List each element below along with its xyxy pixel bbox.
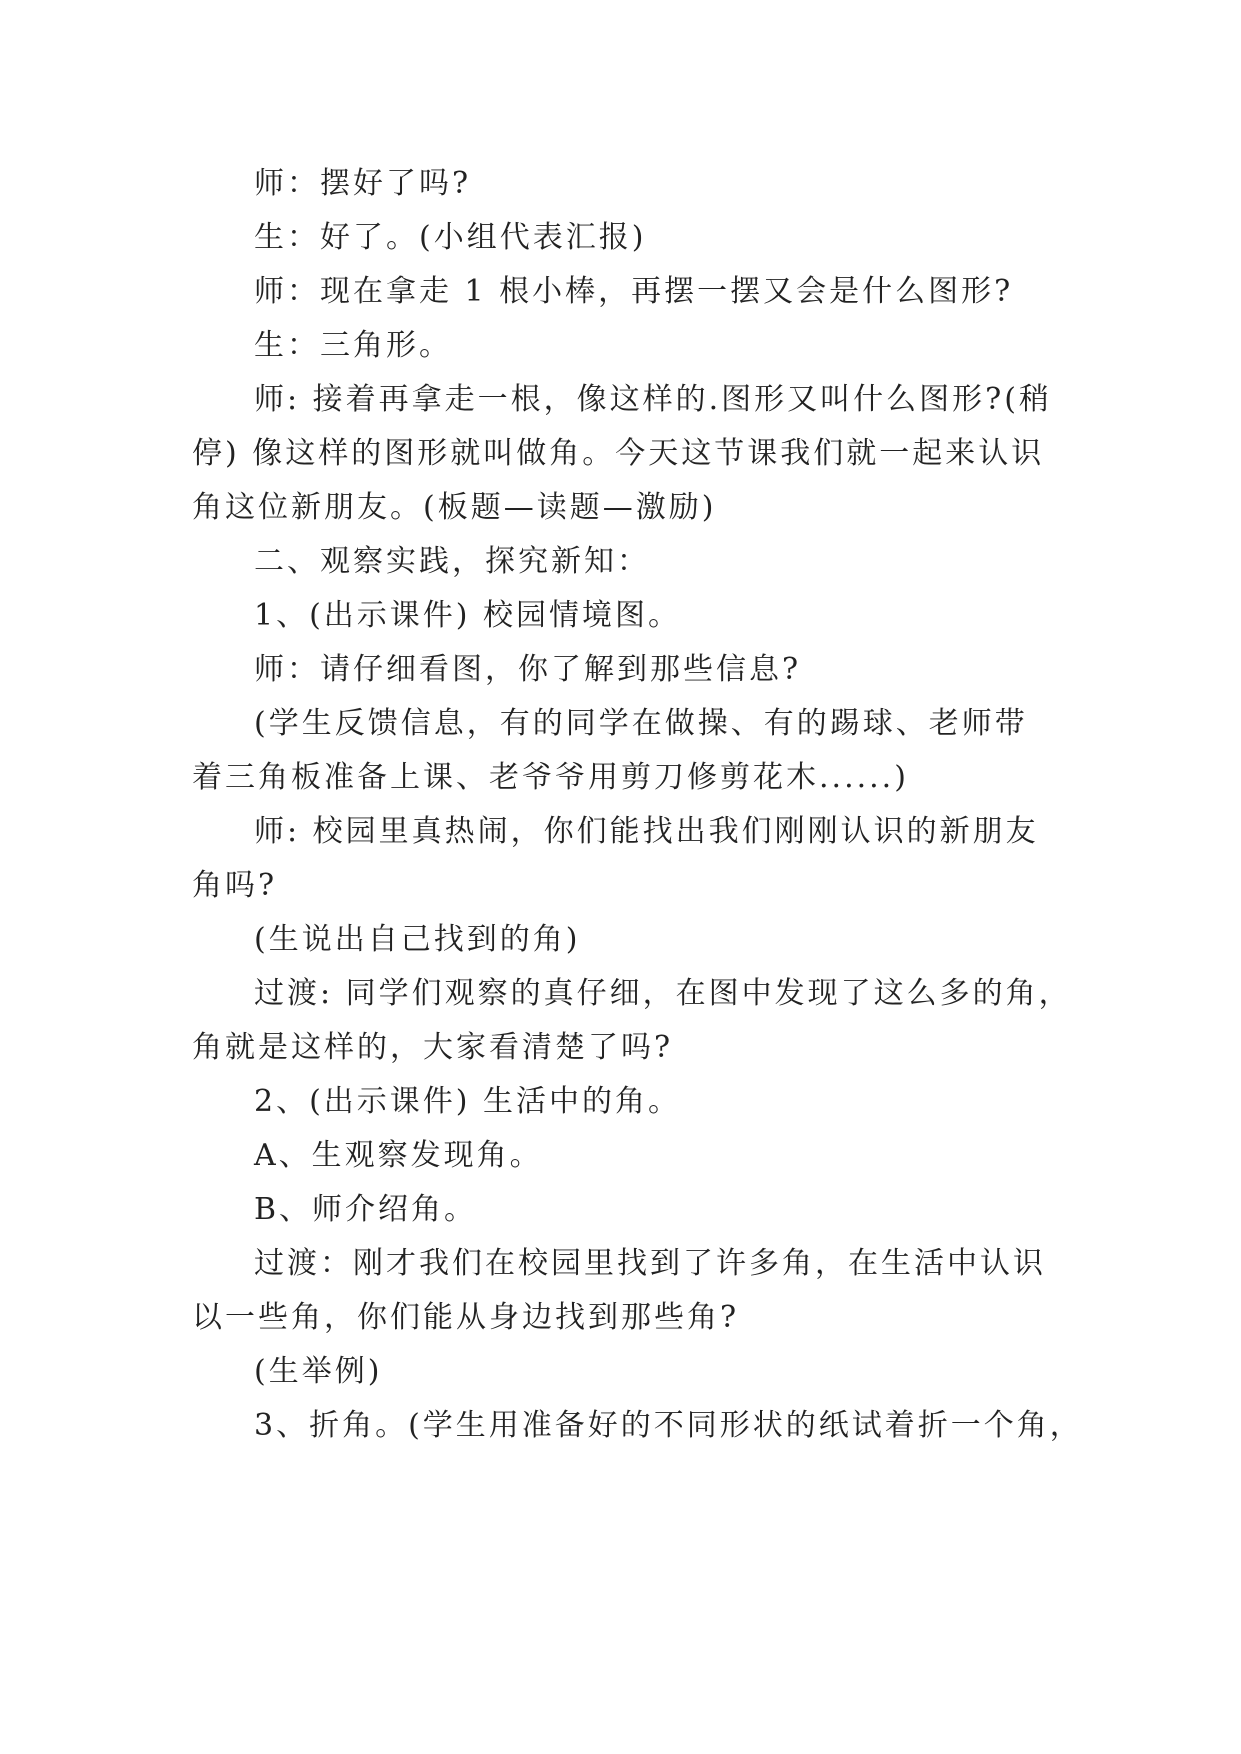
paragraph-line: (生说出自己找到的角) bbox=[254, 922, 581, 957]
paragraph-line: 角这位新朋友。(板题—读题—激励) bbox=[192, 490, 717, 525]
paragraph-line: 师: 接着再拿走一根，像这样的.图形又叫什么图形?(稍 bbox=[254, 382, 1052, 417]
paragraph-line: 角吗? bbox=[192, 868, 278, 903]
paragraph-line: 师：请仔细看图，你了解到那些信息? bbox=[254, 652, 802, 687]
paragraph-line: 停) 像这样的图形就叫做角。今天这节课我们就一起来认识 bbox=[192, 436, 1045, 471]
paragraph-line: 3、折角。(学生用准备好的不同形状的纸试着折一个角， bbox=[254, 1408, 1083, 1443]
paragraph-line: (生举例) bbox=[254, 1354, 383, 1389]
paragraph-line: 过渡：刚才我们在校园里找到了许多角，在生活中认识 bbox=[254, 1246, 1046, 1281]
paragraph-line: 角就是这样的，大家看清楚了吗? bbox=[192, 1030, 674, 1065]
paragraph-line: 着三角板准备上课、老爷爷用剪刀修剪花木......) bbox=[192, 760, 909, 795]
paragraph-line: 师：现在拿走 1 根小棒，再摆一摆又会是什么图形? bbox=[254, 274, 1014, 309]
paragraph-line: 生：三角形。 bbox=[254, 328, 452, 363]
section-heading: 二、观察实践，探究新知： bbox=[254, 544, 650, 579]
paragraph-line: 过渡: 同学们观察的真仔细，在图中发现了这么多的角， bbox=[254, 976, 1072, 1011]
paragraph-line: 1、(出示课件) 校园情境图。 bbox=[254, 598, 682, 633]
paragraph-line: 师：摆好了吗? bbox=[254, 166, 472, 201]
paragraph-line: 以一些角，你们能从身边找到那些角? bbox=[192, 1300, 740, 1335]
paragraph-line: A、生观察发现角。 bbox=[254, 1138, 543, 1173]
paragraph-line: 生：好了。(小组代表汇报) bbox=[254, 220, 647, 255]
paragraph-line: B、师介绍角。 bbox=[254, 1192, 478, 1227]
paragraph-line: (学生反馈信息，有的同学在做操、有的踢球、老师带 bbox=[254, 706, 1028, 741]
paragraph-line: 师: 校园里真热闹，你们能找出我们刚刚认识的新朋友 bbox=[254, 814, 1039, 849]
paragraph-line: 2、(出示课件) 生活中的角。 bbox=[254, 1084, 682, 1119]
